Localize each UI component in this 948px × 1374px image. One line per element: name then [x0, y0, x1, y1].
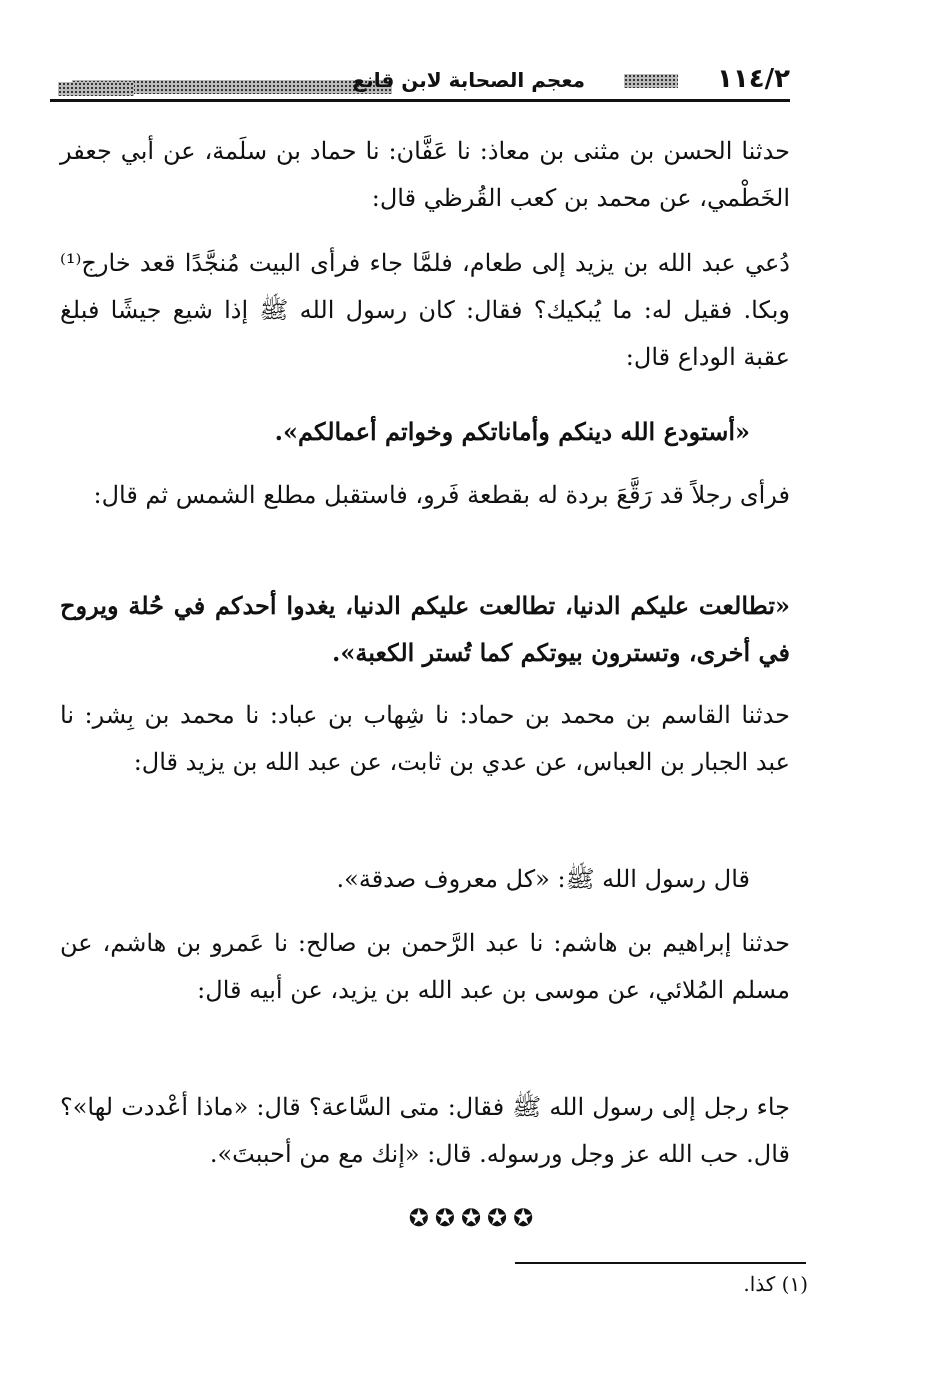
isnad-paragraph: حدثنا القاسم بن محمد بن حماد: نا شِهاب بن عباد: نا محمد بن بِشر: نا عبد الجبار بن العباس، عن عدي بن ثابت، عن عبد الله بن يزيد قال: — [60, 701, 790, 776]
hadith-text: قال رسول الله ﷺ: «كل معروف صدقة». — [336, 865, 750, 893]
page-header — [50, 64, 790, 102]
page-number: ١١٤/٢ — [717, 64, 790, 94]
hadith-text: جاء رجل إلى رسول الله ﷺ فقال: متى السَّاعة؟ قال: «ماذا أعْددت لها»؟ قال. حب الله عز وجل ورسوله. قال: «إنك مع من أحببتَ». — [60, 1093, 790, 1168]
narration-paragraph: دُعي عبد الله بن يزيد إلى طعام، فلمَّا جاء فرأى البيت مُنجَّدًا قعد خارج⁽¹⁾ وبكا. فقيل له: ما يُبكيك؟ فقال: كان رسول الله ﷺ إذا شيع جيشًا فبلغ عقبة الوداع قال: — [60, 249, 790, 371]
narration-paragraph: فرأى رجلاً قد رَقَّعَ بردة له بقطعة فَرو، فاستقبل مطلع الشمس ثم قال: — [93, 481, 790, 509]
header-ornament — [624, 74, 678, 88]
hadith-text: «تطالعت عليكم الدنيا، تطالعت عليكم الدنيا، يغدوا أحدكم في حُلة ويروح في أخرى، وتسترون بيوتكم كما تُستر الكعبة». — [60, 591, 790, 667]
footnote: (١) كذا. — [743, 1272, 808, 1296]
header-rule — [50, 99, 790, 102]
footnote-rule — [515, 1262, 806, 1264]
header-ornament — [58, 82, 134, 96]
isnad-paragraph: حدثنا إبراهيم بن هاشم: نا عبد الرَّحمن بن صالح: نا عَمرو بن هاشم، عن مسلم المُلائي، عن موسى بن عبد الله بن يزيد، عن أبيه قال: — [60, 929, 790, 1004]
section-separator: ✪✪✪✪✪ — [408, 1204, 540, 1232]
hadith-text: «أستودع الله دينكم وأماناتكم وخواتم أعمالكم». — [274, 417, 750, 446]
isnad-paragraph: حدثنا الحسن بن مثنى بن معاذ: نا عَفَّان: نا حماد بن سلَمة، عن أبي جعفر الخَطْمي، عن محمد بن كعب القُرظي قال: — [60, 137, 791, 212]
book-title: معجم الصحابة لابن قانع — [352, 68, 585, 92]
